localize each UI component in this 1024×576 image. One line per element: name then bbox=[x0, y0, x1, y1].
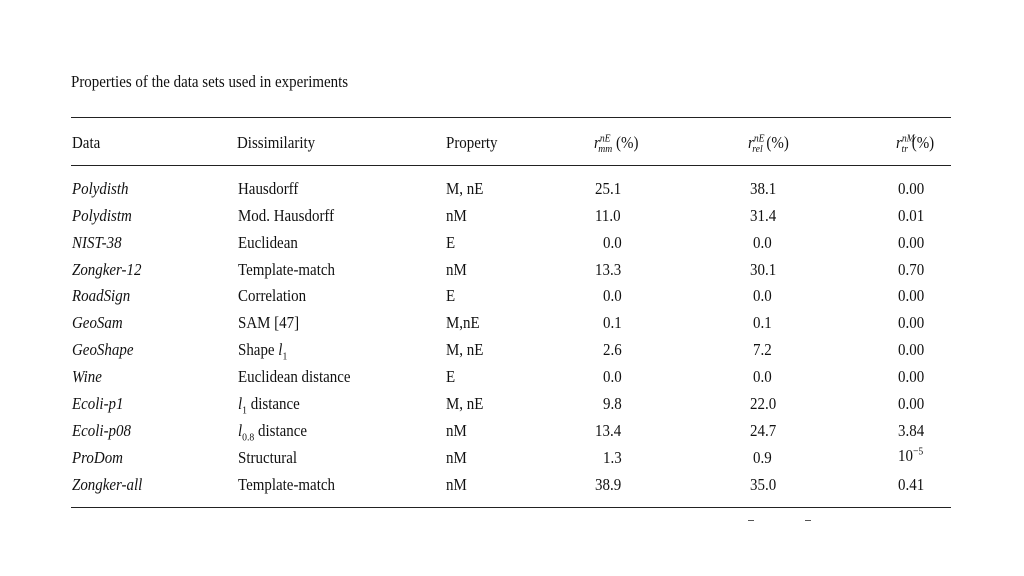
cell-r-tr: 0.00 bbox=[898, 286, 925, 305]
cell-r-tr: 0.01 bbox=[898, 206, 925, 225]
cutoff-mark bbox=[748, 520, 754, 521]
top-rule bbox=[71, 117, 951, 118]
cell-data: Zongker-all bbox=[72, 475, 143, 494]
cell-r-mm: 0.0 bbox=[603, 233, 622, 252]
header-dissimilarity: Dissimilarity bbox=[237, 133, 316, 152]
header-r-tr: $r^{nM}_{tr}$ (%) bbox=[896, 132, 935, 156]
bottom-rule bbox=[71, 507, 951, 508]
cell-r-rel: 22.0 bbox=[750, 394, 777, 413]
cell-r-rel: 0.1 bbox=[753, 313, 772, 332]
cell-data: NIST-38 bbox=[72, 233, 122, 252]
cell-r-mm: 1.3 bbox=[603, 448, 622, 467]
cell-r-mm: 38.9 bbox=[595, 475, 622, 494]
cell-property: nM bbox=[446, 448, 467, 467]
cell-r-mm: 13.3 bbox=[595, 260, 622, 279]
cell-r-rel: 0.9 bbox=[753, 448, 772, 467]
cell-dissimilarity: Template-match bbox=[238, 475, 335, 494]
cell-data: GeoShape bbox=[72, 340, 134, 359]
cell-data: GeoSam bbox=[72, 313, 123, 332]
cell-data: Polydisth bbox=[72, 179, 129, 198]
cell-data: RoadSign bbox=[72, 286, 131, 305]
cell-r-tr: 0.00 bbox=[898, 340, 925, 359]
cutoff-mark bbox=[805, 520, 811, 521]
cell-property: nM bbox=[446, 206, 467, 225]
cell-property: nM bbox=[446, 475, 467, 494]
cell-r-rel: 0.0 bbox=[753, 286, 772, 305]
header-property: Property bbox=[446, 133, 498, 152]
cell-r-mm: 9.8 bbox=[603, 394, 622, 413]
cell-dissimilarity: Hausdorff bbox=[238, 179, 299, 198]
cell-dissimilarity: $l_1$ distance bbox=[238, 394, 300, 417]
cell-property: M, nE bbox=[446, 179, 484, 198]
header-r-rel: $r^{nE}_{rel}$ (%) bbox=[748, 132, 789, 156]
cell-property: E bbox=[446, 233, 456, 252]
cell-r-rel: 24.7 bbox=[750, 421, 777, 440]
cell-r-tr: 0.70 bbox=[898, 260, 925, 279]
cell-property: E bbox=[446, 286, 456, 305]
cell-r-tr: 3.84 bbox=[898, 421, 925, 440]
cell-dissimilarity: Mod. Hausdorff bbox=[238, 206, 335, 225]
cell-dissimilarity: Euclidean bbox=[238, 233, 298, 252]
cell-property: M,nE bbox=[446, 313, 480, 332]
cell-data: Polydistm bbox=[72, 206, 132, 225]
cell-r-mm: 0.0 bbox=[603, 286, 622, 305]
cell-r-tr: 0.41 bbox=[898, 475, 925, 494]
cell-dissimilarity: Template-match bbox=[238, 260, 335, 279]
cell-property: nM bbox=[446, 421, 467, 440]
cell-r-tr: 0.00 bbox=[898, 313, 925, 332]
cell-r-rel: 0.0 bbox=[753, 367, 772, 386]
cell-r-rel: 0.0 bbox=[753, 233, 772, 252]
cell-data: Zongker-12 bbox=[72, 260, 142, 279]
cell-r-tr: 0.00 bbox=[898, 394, 925, 413]
cell-property: M, nE bbox=[446, 340, 484, 359]
cell-r-rel: 31.4 bbox=[750, 206, 777, 225]
cell-r-mm: 0.0 bbox=[603, 367, 622, 386]
cell-data: Ecoli-p08 bbox=[72, 421, 132, 440]
cell-property: nM bbox=[446, 260, 467, 279]
cell-r-mm: 25.1 bbox=[595, 179, 622, 198]
cell-dissimilarity: $l_{0.8}$ distance bbox=[238, 421, 308, 444]
header-data: Data bbox=[72, 133, 101, 152]
table-caption: Properties of the data sets used in experiments bbox=[71, 72, 349, 91]
cell-r-mm: 11.0 bbox=[595, 206, 621, 225]
cell-r-rel: 7.2 bbox=[753, 340, 772, 359]
cell-property: E bbox=[446, 367, 456, 386]
cell-r-tr: 0.00 bbox=[898, 367, 925, 386]
cell-r-tr: 0.00 bbox=[898, 179, 925, 198]
header-rule bbox=[71, 165, 951, 166]
cell-dissimilarity: Euclidean distance bbox=[238, 367, 351, 386]
cell-data: Wine bbox=[72, 367, 102, 386]
cell-r-tr: 0.00 bbox=[898, 233, 925, 252]
cell-dissimilarity: Shape $l_1$ bbox=[238, 340, 288, 363]
header-r-mm: $r^{nE}_{mm}$ (%) bbox=[594, 132, 639, 156]
cell-r-rel: 35.0 bbox=[750, 475, 777, 494]
cell-data: ProDom bbox=[72, 448, 123, 467]
cell-dissimilarity: Structural bbox=[238, 448, 298, 467]
cell-r-rel: 38.1 bbox=[750, 179, 777, 198]
cell-r-rel: 30.1 bbox=[750, 260, 777, 279]
cell-r-tr: $10^{-5}$ bbox=[898, 445, 924, 465]
cell-dissimilarity: SAM [47] bbox=[238, 313, 300, 332]
cell-data: Ecoli-p1 bbox=[72, 394, 124, 413]
cell-dissimilarity: Correlation bbox=[238, 286, 307, 305]
cell-property: M, nE bbox=[446, 394, 484, 413]
cell-r-mm: 0.1 bbox=[603, 313, 622, 332]
cell-r-mm: 13.4 bbox=[595, 421, 622, 440]
cell-r-mm: 2.6 bbox=[603, 340, 622, 359]
